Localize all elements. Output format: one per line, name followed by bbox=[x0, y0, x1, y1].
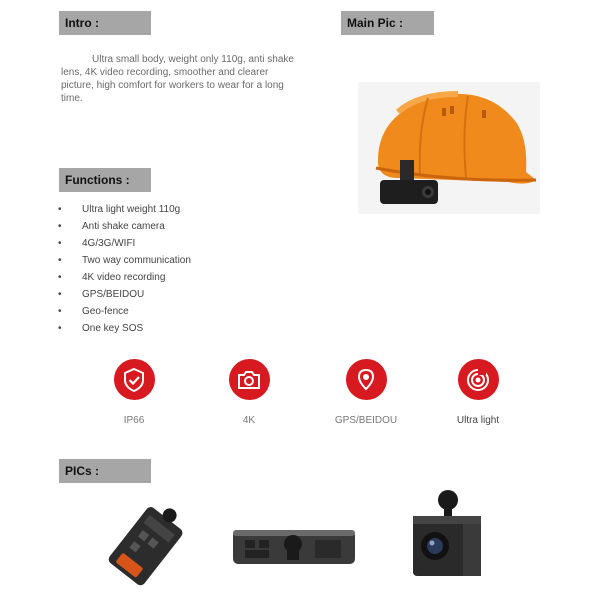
product-image-front bbox=[405, 486, 491, 587]
feature-label: GPS/BEIDOU bbox=[334, 415, 398, 426]
list-item: • Anti shake camera bbox=[58, 218, 191, 235]
intro-text: Ultra small body, weight only 110g, anti shake lens, 4K video recording, smoother and clearer picture, high comfort for workers to wear for a long time. bbox=[61, 54, 294, 104]
spiral-icon bbox=[458, 359, 499, 400]
functions-list bbox=[58, 201, 191, 337]
feature-label: IP66 bbox=[123, 415, 145, 426]
pics-label: PICs : bbox=[59, 459, 151, 483]
feature-label: Ultra light bbox=[456, 415, 500, 426]
feature-4k bbox=[204, 359, 294, 426]
list-item: • One key SOS bbox=[58, 320, 191, 337]
shield-check-icon bbox=[114, 359, 155, 400]
list-item: • Geo-fence bbox=[58, 303, 191, 320]
feature-label: 4K bbox=[242, 415, 256, 426]
list-item: • Ultra light weight 110g bbox=[58, 201, 191, 218]
main-pic-label: Main Pic : bbox=[341, 11, 434, 35]
list-item: • GPS/BEIDOU bbox=[58, 286, 191, 303]
intro-label: Intro : bbox=[59, 11, 151, 35]
feature-ip66 bbox=[89, 359, 179, 426]
list-item: • Two way communication bbox=[58, 252, 191, 269]
feature-gps bbox=[321, 359, 411, 426]
list-item: • 4G/3G/WIFI bbox=[58, 235, 191, 252]
product-image-angled bbox=[104, 498, 190, 599]
location-pin-icon bbox=[346, 359, 387, 400]
feature-ultra-light bbox=[433, 359, 523, 426]
functions-label: Functions : bbox=[59, 168, 151, 192]
list-item: • 4K video recording bbox=[58, 269, 191, 286]
helmet-camera-image bbox=[358, 82, 540, 214]
camera-icon bbox=[229, 359, 270, 400]
product-image-top bbox=[229, 520, 359, 577]
